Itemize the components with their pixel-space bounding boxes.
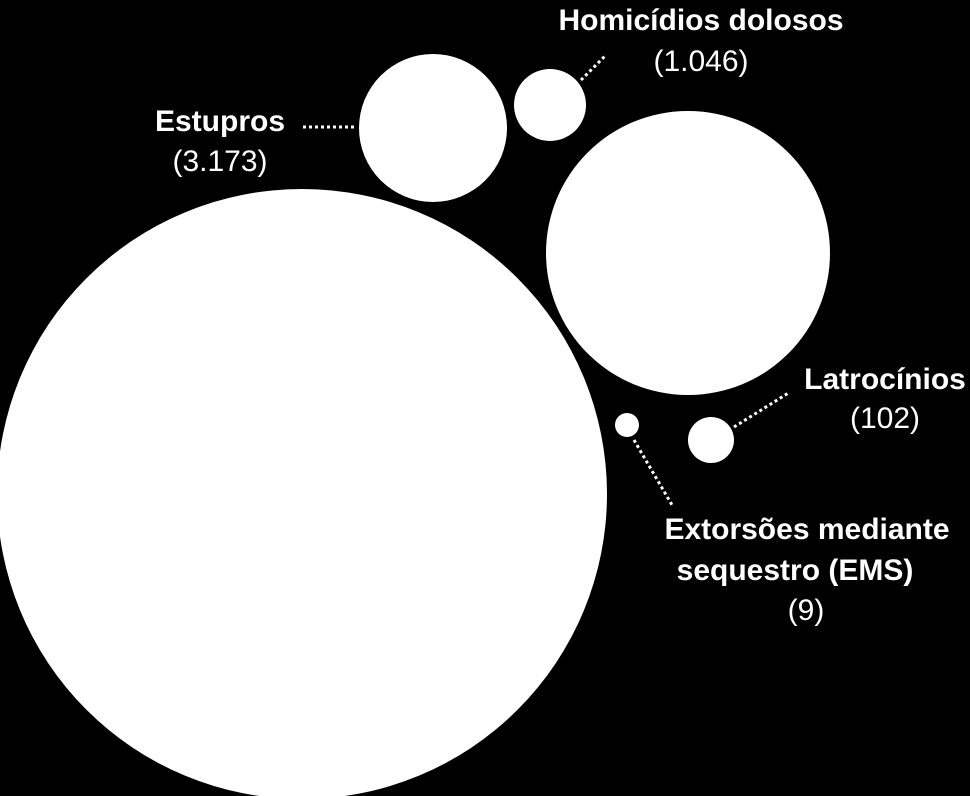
- label-latrocinios-value: (102): [849, 402, 921, 435]
- label-latrocinios-name: Latrocínios: [804, 363, 966, 396]
- bubble-ems: [615, 413, 639, 437]
- bubble-latrocinios: [688, 417, 734, 463]
- label-ems-name-line1: Extorsões mediante: [664, 513, 950, 546]
- leader-line-ems: [634, 440, 672, 505]
- bubble-medium: [546, 111, 830, 395]
- label-estupros-name: Estupros: [154, 105, 286, 138]
- label-ems-value: (9): [787, 594, 825, 627]
- label-ems-name-line2: sequestro (EMS): [676, 554, 914, 587]
- label-homicidios-dolosos-value: (1.046): [653, 45, 749, 78]
- bubble-homicidios-dolosos: [514, 69, 586, 141]
- bubble-estupros: [359, 54, 507, 202]
- label-homicidios-dolosos-name: Homicídios dolosos: [558, 4, 844, 37]
- leader-line-homicidios-dolosos: [581, 55, 606, 80]
- label-estupros-value: (3.173): [172, 145, 268, 178]
- bubble-large: [0, 189, 607, 796]
- leader-line-latrocinios: [734, 392, 790, 427]
